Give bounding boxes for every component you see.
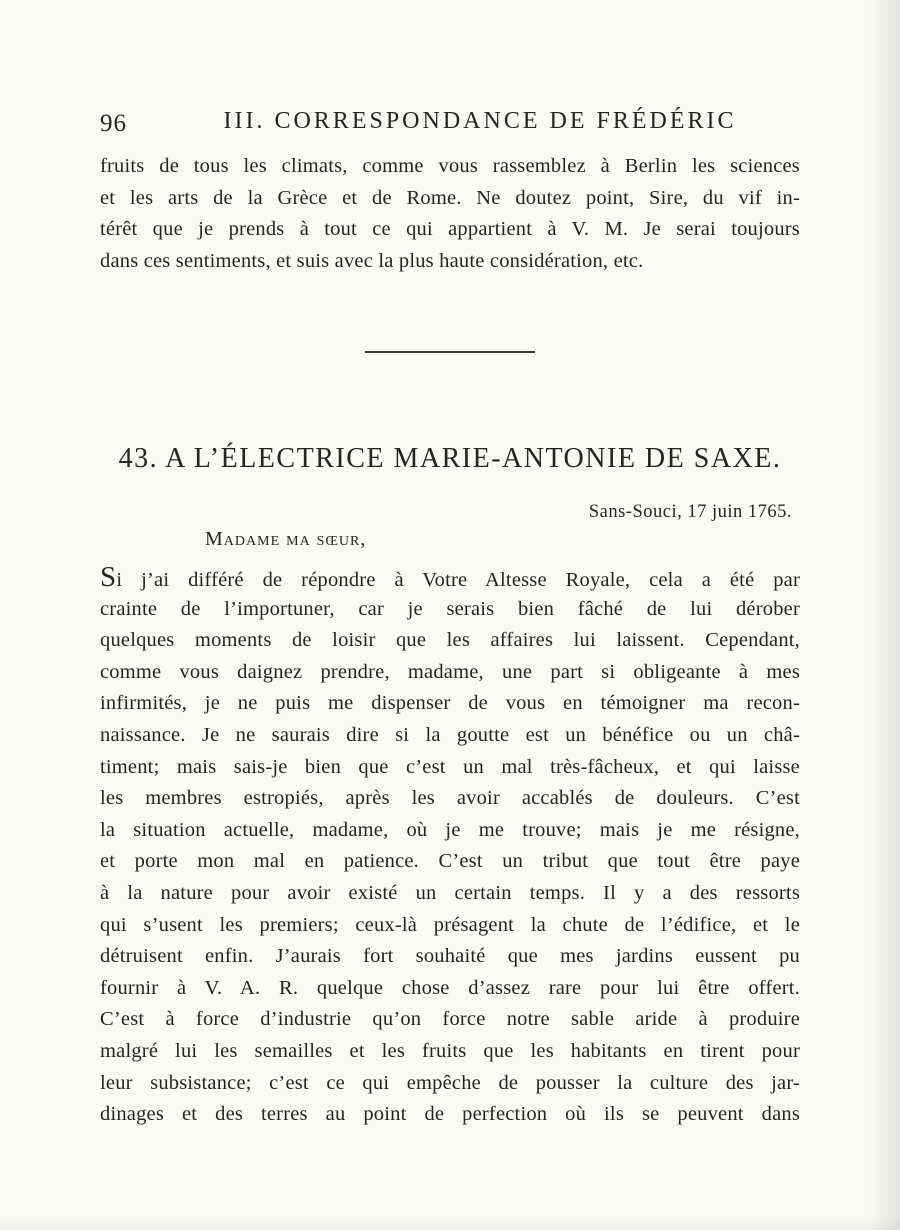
text-line: la situation actuelle, madame, où je me trouve; mais je me résigne, — [100, 818, 800, 841]
scan-edge-shadow-bottom — [0, 1216, 900, 1230]
text-line: détruisent enfin. J’aurais fort souhaité que mes jardins eussent pu — [100, 945, 800, 968]
page-number: 96 — [100, 110, 127, 137]
letter-body-paragraph — [100, 562, 800, 1131]
letter-salutation: Madame ma sœur, — [205, 528, 367, 550]
continuation-paragraph — [100, 151, 800, 277]
text-line: à la nature pour avoir existé un certain temps. Il y a des ressorts — [100, 881, 800, 904]
text-line: et les arts de la Grèce et de Rome. Ne doutez point, Sire, du vif in- — [100, 186, 800, 209]
text-line: malgré lui les semailles et les fruits que les habitants en tirent pour — [100, 1039, 800, 1062]
text-line: fruits de tous les climats, comme vous rassemblez à Berlin les sciences — [100, 155, 800, 177]
text-line: quelques moments de loisir que les affaires lui laissent. Cependant, — [100, 629, 800, 652]
text-line: Si j’ai différé de répondre à Votre Altesse Royale, cela a été par — [100, 561, 800, 593]
text-line: et porte mon mal en patience. C’est un tribut que tout être paye — [100, 850, 800, 873]
section-divider — [365, 351, 535, 353]
text-line: leur subsistance; c’est ce qui empêche de pousser la culture des jar- — [100, 1071, 800, 1094]
running-title: III. CORRESPONDANCE DE FRÉDÉRIC — [223, 108, 737, 134]
text-line: térêt que je prends à tout ce qui appartient à V. M. Je serai toujours — [100, 218, 800, 241]
running-head — [100, 108, 800, 142]
letter-dateline: Sans-Souci, 17 juin 1765. — [588, 502, 792, 522]
text-line: crainte de l’importuner, car je serais bien fâché de lui dérober — [100, 597, 800, 620]
scan-edge-shadow-right — [870, 0, 900, 1230]
text-line: infirmités, je ne puis me dispenser de vous en témoigner ma recon- — [100, 692, 800, 715]
text-line: dinages et des terres au point de perfection où ils se peuvent dans — [100, 1103, 800, 1126]
letter-heading: 43. A L’ÉLECTRICE MARIE-ANTONIE DE SAXE. — [118, 443, 782, 474]
text-line: timent; mais sais-je bien que c’est un mal très-fâcheux, et qui laisse — [100, 755, 800, 778]
text-line: qui s’usent les premiers; ceux-là présagent la chute de l’édifice, et le — [100, 913, 800, 936]
text-line: comme vous daignez prendre, madame, une part si obligeante à mes — [100, 660, 800, 683]
text-line: fournir à V. A. R. quelque chose d’assez rare pour lui être offert. — [100, 976, 800, 999]
text-line: les membres estropiés, après les avoir accablés de douleurs. C’est — [100, 787, 800, 810]
text-line: dans ces sentiments, et suis avec la plus haute considération, etc. — [100, 249, 644, 272]
text-line: C’est à force d’industrie qu’on force notre sable aride à produire — [100, 1008, 800, 1031]
text-line: naissance. Je ne saurais dire si la goutte est un bénéfice ou un châ- — [100, 723, 800, 746]
